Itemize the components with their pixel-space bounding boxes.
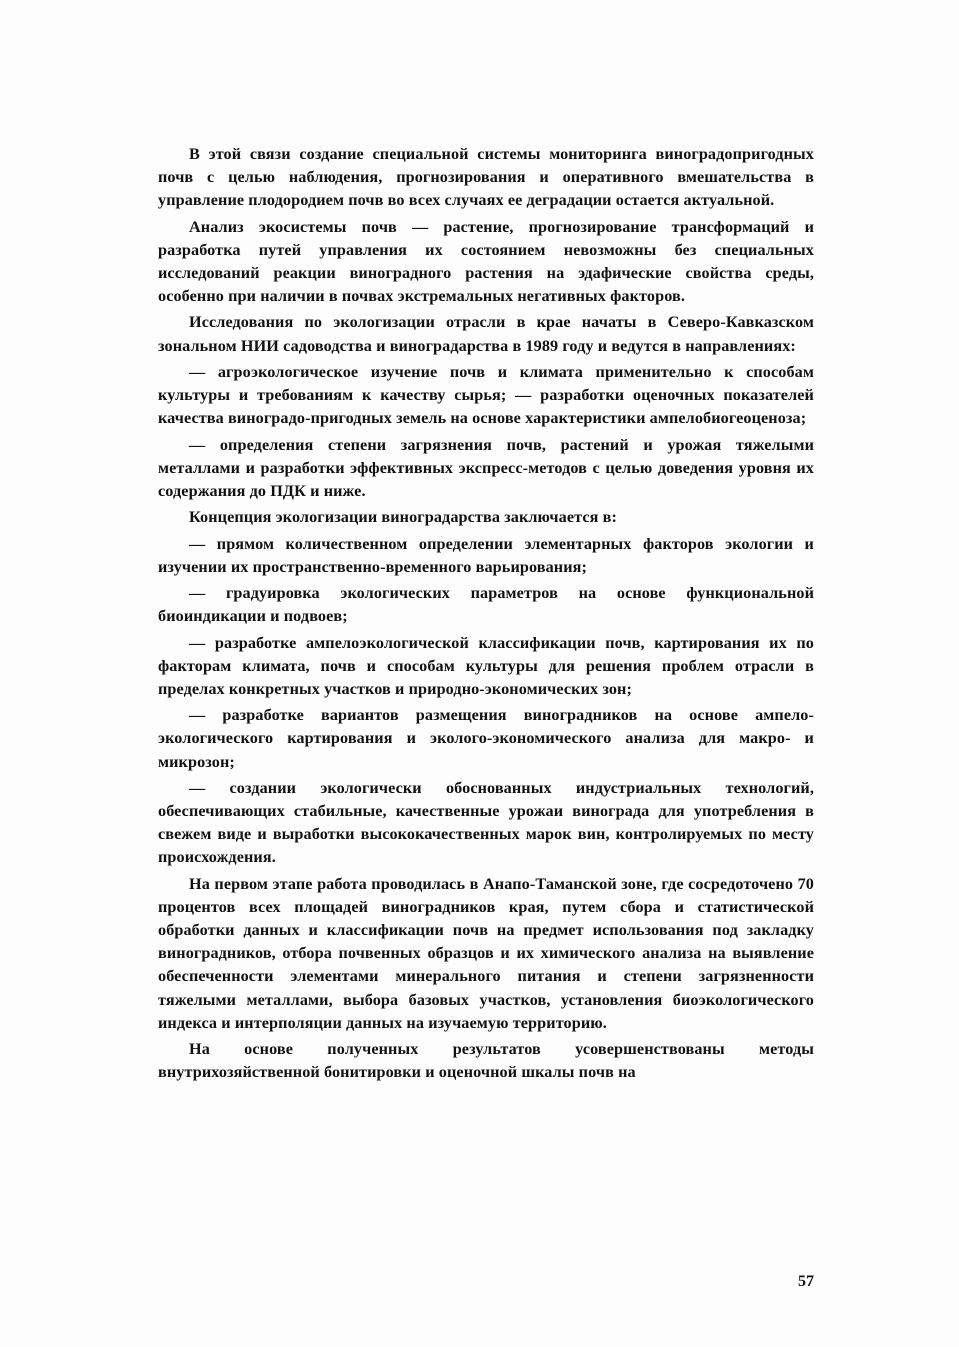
list-item-agroecology: — агроэкологическое изучение почв и климата применительно к способам культуры и требованиям к качеству сырья; — разработки оценочных показателей качества виноградо-пригодных земель на основе характеристики ампелобиогеоценоза; bbox=[158, 362, 814, 428]
list-item-classification: — разработке ампелоэкологической классификации почв, картирования их по факторам климата, почв и способам культуры для решения проблем отрасли в пределах конкретных участков и природно-экономических зон; bbox=[158, 633, 814, 698]
list-item-pollution: — определения степени загрязнения почв, растений и урожая тяжелыми металлами и разработки эффективных экспресс-методов с целью доведения уровня их содержания до ПДК и ниже. bbox=[158, 435, 814, 500]
paragraph-ecosystem-analysis: Анализ экосистемы почв — растение, прогнозирование трансформаций и разработка путей управления их состоянием невозможны без специальных исследований реакции виноградного растения на эдафические свойства среды, особенно при наличии в почвах экстремальных негативных факторов. bbox=[158, 217, 814, 306]
page-number: 57 bbox=[798, 1273, 814, 1290]
paragraph-research-start: Исследования по экологизации отрасли в крае начаты в Северо-Кавказском зональном НИИ садоводства и виноградарства в 1989 году и ведутся в направлениях: bbox=[158, 313, 814, 355]
paragraph-results: На основе полученных результатов усовершенствованы методы внутрихозяйственной бонитировки и оценочной шкалы почв на bbox=[158, 1040, 814, 1082]
list-item-technologies: — создании экологически обоснованных индустриальных технологий, обеспечивающих стабильные, качественные урожаи винограда для употребления в свежем виде и выработки высококачественных марок вин, контролируемых по месту происхождения. bbox=[158, 778, 814, 867]
list-item-quantitative: — прямом количественном определении элементарных факторов экологии и изучении их пространственно-временного варьирования; bbox=[158, 534, 814, 576]
list-item-placement: — разработке вариантов размещения виноградников на основе ампело-экологического картирования и эколого-экономического анализа для макро- и микрозон; bbox=[158, 706, 814, 771]
paragraph-monitoring: В этой связи создание специальной системы мониторинга виноградопригодных почв с целью наблюдения, прогнозирования и оперативного вмешательства в управление плодородием почв во всех случаях ее деградации остается актуальной. bbox=[158, 145, 814, 210]
paragraph-concept: Концепция экологизации виноградарства заключается в: bbox=[189, 508, 617, 527]
body-text bbox=[158, 143, 814, 1088]
paragraph-first-stage: На первом этапе работа проводилась в Анапо-Таманской зоне, где сосредоточено 70 процентов всех площадей виноградников края, путем сбора и статистической обработки данных и классификации почв на предмет использования под закладку виноградников, отбора почвенных образцов и их химического анализа на выявление обеспеченности элементами минерального питания и степени загрязненности тяжелыми металлами, выбора базовых участков, установления биоэкологического индекса и интерполяции данных на изучаемую территорию. bbox=[158, 874, 814, 1032]
list-item-graduation: — градуировка экологических параметров на основе функциональной биоиндикации и подвоев; bbox=[158, 584, 814, 626]
